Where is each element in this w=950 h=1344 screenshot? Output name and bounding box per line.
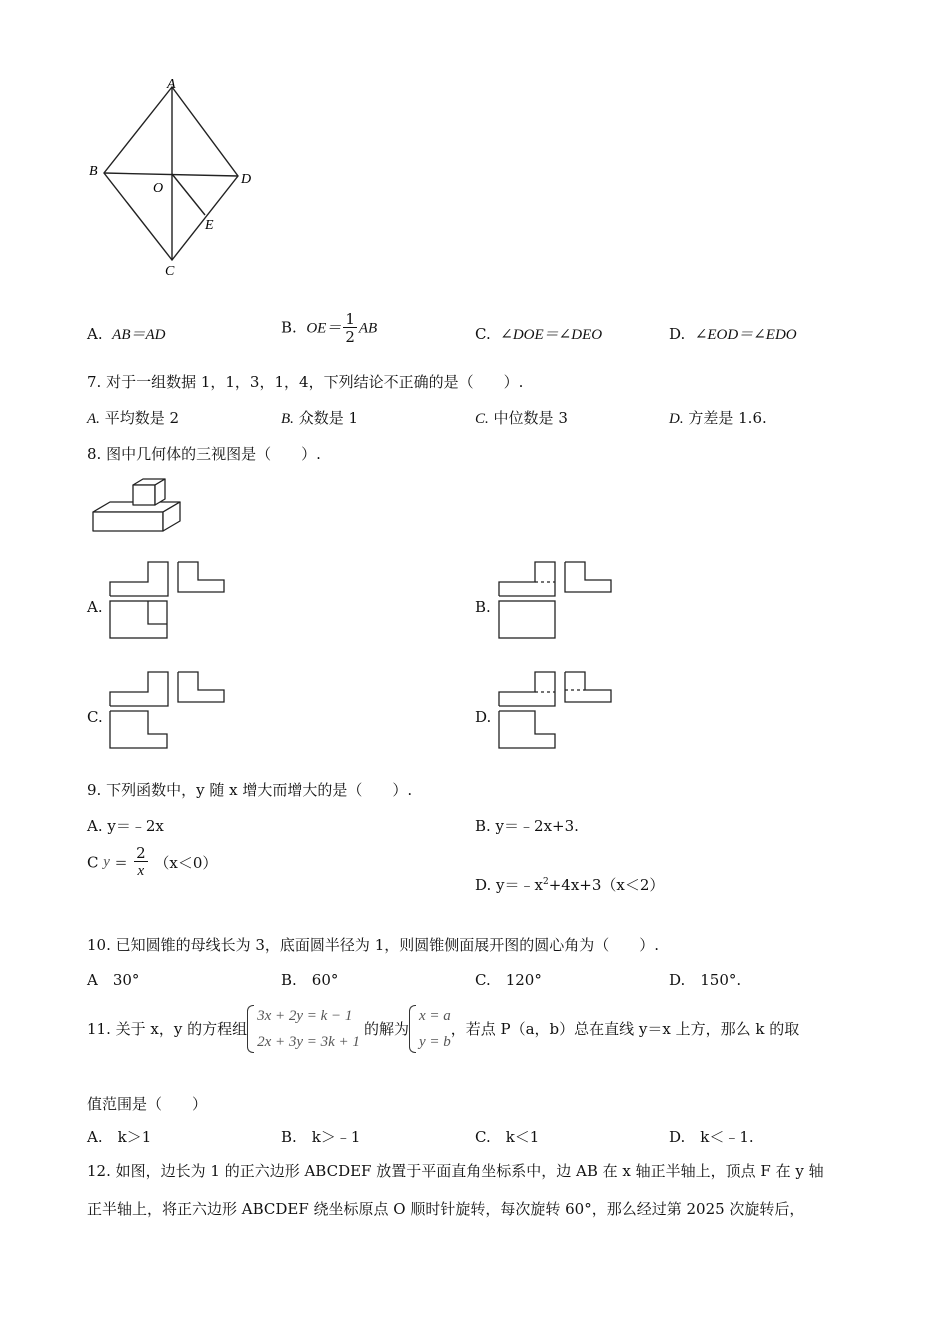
vertex-B: B bbox=[89, 164, 98, 179]
q11-option-c[interactable]: C. k＜1 bbox=[475, 1128, 540, 1146]
q11-option-d[interactable]: D. k＜﹣1. bbox=[669, 1128, 754, 1146]
option-eq: = bbox=[114, 853, 128, 872]
equation-1: 3x + 2y = k − 1 bbox=[257, 1008, 353, 1024]
stem-mid: 的解为 bbox=[363, 1020, 409, 1038]
point-O: O bbox=[153, 181, 164, 196]
option-label: D. bbox=[669, 325, 686, 343]
solution-2: y = b bbox=[418, 1034, 451, 1050]
q11-stem-line2: 值范围是（ ） bbox=[87, 1095, 208, 1113]
option-text: 众数是 1 bbox=[298, 409, 359, 427]
fraction-num: 1 bbox=[345, 310, 355, 328]
option-rhs: AB bbox=[358, 320, 378, 337]
q8-option-c-label[interactable]: C. bbox=[87, 708, 103, 726]
q10-option-c[interactable]: C. 120° bbox=[475, 971, 542, 989]
option-label: B. bbox=[281, 318, 297, 337]
q6-option-a[interactable] bbox=[87, 323, 165, 344]
option-label: C. bbox=[475, 325, 491, 343]
q9-option-b[interactable]: B. y＝﹣2x+3. bbox=[475, 817, 579, 835]
q9-option-a[interactable]: A. y＝﹣2x bbox=[87, 817, 164, 835]
stem-post: ，若点 P（a，b）总在直线 y＝x 上方，那么 k 的取 bbox=[450, 1020, 800, 1038]
q7-option-c[interactable] bbox=[475, 407, 568, 428]
vertex-C: C bbox=[165, 264, 175, 279]
q12-stem-line1: 12. 如图，边长为 1 的正六边形 ABCDEF 放置于平面直角坐标系中，边 AB 在 x 轴正半轴上，顶点 F 在 y 轴 bbox=[87, 1162, 824, 1180]
option-text: AB＝AD bbox=[112, 327, 166, 343]
option-text: ∠EOD＝∠EDO bbox=[694, 327, 797, 343]
fraction-half bbox=[343, 312, 357, 345]
q9-option-c[interactable] bbox=[87, 846, 217, 879]
fraction-den: x bbox=[137, 863, 145, 879]
option-label: D. bbox=[669, 411, 684, 427]
q10-stem: 10. 已知圆锥的母线长为 3，底面圆半径为 1，则圆锥侧面展开图的圆心角为（ ）. bbox=[87, 936, 660, 954]
option-text-pre: D. y＝﹣x bbox=[475, 876, 543, 894]
option-label: C bbox=[87, 853, 99, 872]
option-label: A. bbox=[87, 325, 103, 343]
q11-option-a[interactable]: A. k＞1 bbox=[87, 1128, 152, 1146]
option-text-post: +4x+3（x＜2） bbox=[548, 876, 665, 894]
option-text: 平均数是 2 bbox=[104, 409, 180, 427]
fraction-2-over-x bbox=[134, 846, 148, 879]
solution-1: x = a bbox=[418, 1008, 451, 1024]
q12-stem-line2: 正半轴上，将正六边形 ABCDEF 绕坐标原点 O 顺时针旋转，每次旋转 60°，那么经过第 2025 次旋转后， bbox=[87, 1200, 805, 1218]
q8-option-a-views[interactable] bbox=[108, 560, 233, 645]
option-label: C. bbox=[475, 411, 489, 427]
fraction-den: 2 bbox=[345, 328, 355, 346]
q8-option-c-views[interactable] bbox=[108, 670, 233, 755]
q11-stem bbox=[87, 1000, 799, 1057]
q8-option-d-views[interactable] bbox=[497, 670, 622, 755]
q8-option-a-label[interactable]: A. bbox=[87, 598, 103, 616]
q7-option-a[interactable] bbox=[87, 407, 179, 428]
q10-option-a[interactable]: A 30° bbox=[87, 971, 140, 989]
option-text: 中位数是 3 bbox=[493, 409, 568, 427]
q8-option-b-views[interactable] bbox=[497, 560, 622, 645]
q6-option-b[interactable] bbox=[281, 312, 377, 345]
q7-stem: 7. 对于一组数据 1，1，3，1，4，下列结论不正确的是（ ）. bbox=[87, 373, 524, 391]
q10-option-b[interactable]: B. 60° bbox=[281, 971, 339, 989]
fraction-num: 2 bbox=[136, 844, 146, 862]
q8-option-b-label[interactable]: B. bbox=[475, 598, 491, 616]
q11-option-b[interactable]: B. k＞﹣1 bbox=[281, 1128, 361, 1146]
option-label: B. bbox=[281, 411, 294, 427]
rhombus-figure bbox=[85, 75, 270, 285]
q9-stem: 9. 下列函数中，y 随 x 增大而增大的是（ ）. bbox=[87, 781, 413, 799]
q6-option-c[interactable] bbox=[475, 323, 602, 344]
vertex-D: D bbox=[241, 172, 252, 187]
q6-option-d[interactable] bbox=[669, 323, 797, 344]
option-y: y bbox=[103, 854, 110, 870]
q8-stem: 8. 图中几何体的三视图是（ ）. bbox=[87, 445, 321, 463]
vertex-A: A bbox=[167, 77, 176, 92]
equation-system bbox=[247, 1003, 360, 1055]
q8-option-d-label[interactable]: D. bbox=[475, 708, 492, 726]
solution-system bbox=[409, 1003, 451, 1055]
option-text: 方差是 1.6. bbox=[688, 409, 767, 427]
option-text: ∠DOE＝∠DEO bbox=[500, 327, 603, 343]
option-condition: （x＜0） bbox=[154, 854, 218, 872]
option-exponent: 2 bbox=[542, 877, 549, 887]
q9-option-d[interactable] bbox=[475, 874, 664, 895]
option-lhs: OE＝ bbox=[306, 320, 342, 337]
option-label: A. bbox=[87, 411, 100, 427]
q7-option-d[interactable] bbox=[669, 407, 767, 428]
point-E: E bbox=[205, 218, 214, 233]
solid-figure bbox=[88, 476, 188, 538]
equation-2: 2x + 3y = 3k + 1 bbox=[257, 1034, 360, 1050]
q7-option-b[interactable] bbox=[281, 407, 358, 428]
stem-pre: 11. 关于 x，y 的方程组 bbox=[87, 1020, 248, 1038]
q10-option-d[interactable]: D. 150°. bbox=[669, 971, 742, 989]
